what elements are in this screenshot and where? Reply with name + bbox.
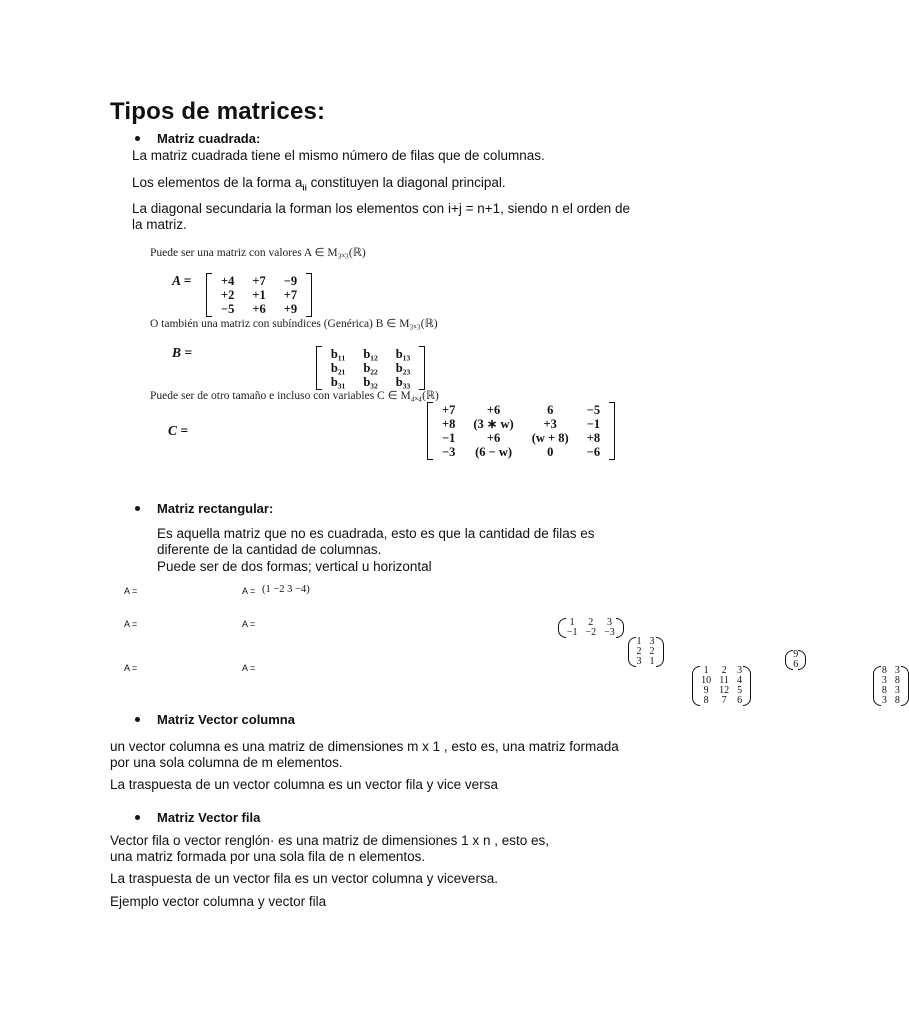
matrix-cell: +6 xyxy=(486,431,501,445)
figure-caption-b: O también una matriz con subíndices (Genérica) B ∈ M₃ₓ₃(ℝ) xyxy=(150,318,438,330)
paragraph: diferente de la cantidad de columnas. xyxy=(157,542,382,557)
paragraph: Ejemplo vector columna y vector fila xyxy=(110,894,327,909)
matrix-cell: 3 xyxy=(881,675,887,686)
matrix-cell: 8 xyxy=(703,695,709,706)
matrix-row xyxy=(563,628,619,638)
matrix-cell: −9 xyxy=(283,274,298,288)
matrix-cell: 12 xyxy=(719,685,730,696)
matrix-cell: −3 xyxy=(604,627,615,638)
matrix-cell: +7 xyxy=(442,403,456,417)
matrix-cell: (w + 8) xyxy=(531,431,569,445)
matrix-cell: b₃₁ xyxy=(330,375,346,389)
matrix-row xyxy=(212,274,306,288)
matrix-cell: −1 xyxy=(442,431,456,445)
matrix-cell: (6 − w) xyxy=(475,445,513,459)
matrix-row xyxy=(433,431,609,445)
matrix-row xyxy=(878,696,904,706)
matrix-a xyxy=(206,273,312,317)
matrix-cell: 7 xyxy=(721,695,727,706)
matrix-cell: (3 ∗ w) xyxy=(473,417,514,431)
matrix-cell: −2 xyxy=(585,627,597,638)
matrix-row xyxy=(322,375,419,389)
matrix-label-b: B = xyxy=(172,345,193,360)
figure-caption-a: Puede ser una matriz con valores A ∈ M₃ₓ₃(ℝ) xyxy=(150,247,366,259)
matrix-cell: +6 xyxy=(252,302,266,316)
matrix-cell: +7 xyxy=(283,288,298,302)
matrix-label: A = xyxy=(242,663,256,673)
paragraph: Puede ser de dos formas; vertical u horizontal xyxy=(157,559,432,574)
matrix-cell: 2 xyxy=(588,617,594,628)
matrix-label: A = xyxy=(124,663,138,673)
matrix-cell: 9 xyxy=(793,649,799,660)
matrix-cell: 6 xyxy=(737,695,743,706)
matrix-row-vector: (1 −2 3 −4) xyxy=(262,584,310,595)
matrix-cell: b₂₃ xyxy=(395,361,411,375)
matrix-cell: 3 xyxy=(894,665,900,676)
matrix-cell: b₂₂ xyxy=(363,361,378,375)
heading-rectangular: Matriz rectangular: xyxy=(157,501,274,516)
matrix-cell: +8 xyxy=(586,431,601,445)
matrix-row xyxy=(212,288,306,302)
matrix-cell: −1 xyxy=(566,627,578,638)
matrix-row xyxy=(322,361,419,375)
matrix-cell: −1 xyxy=(586,417,601,431)
matrix-cell: +8 xyxy=(442,417,456,431)
paragraph: La matriz cuadrada tiene el mismo número de filas que de columnas. xyxy=(132,148,545,163)
paragraph: Es aquella matriz que no es cuadrada, esto es que la cantidad de filas es xyxy=(157,526,595,541)
paragraph: La diagonal secundaria la forman los elementos con i+j = n+1, siendo n el orden de xyxy=(132,201,630,216)
paragraph: La traspuesta de un vector columna es un vector fila y vice versa xyxy=(110,777,498,792)
matrix-cell: 0 xyxy=(547,445,554,459)
matrix-row xyxy=(433,403,609,417)
matrix-column-vector xyxy=(785,650,806,670)
matrix-cell: −5 xyxy=(221,302,235,316)
matrix-cell: b₂₁ xyxy=(330,361,346,375)
matrix-cell: 3 xyxy=(649,636,655,647)
paragraph: Los elementos de la forma $a_{ii}$ constituyen la diagonal principal. xyxy=(132,175,506,193)
matrix-cell: +2 xyxy=(221,288,235,302)
matrix-cell: 2 xyxy=(721,665,727,676)
matrix-cell: 11 xyxy=(719,675,729,686)
matrix-cell: 8 xyxy=(881,665,887,676)
paragraph: Vector fila o vector renglón· es una matriz de dimensiones 1 x n , esto es, xyxy=(110,833,549,848)
matrix-cell: +9 xyxy=(283,302,298,316)
heading-vector-columna: Matriz Vector columna xyxy=(157,712,295,727)
matrix-cell: 3 xyxy=(636,656,642,667)
matrix-cell: b₁₁ xyxy=(330,347,346,361)
figure-caption-c: Puede ser de otro tamaño e incluso con variables C ∈ M₄ₓ₄(ℝ) xyxy=(150,390,439,402)
matrix-cell: 2 xyxy=(636,646,642,657)
matrix-cell: 1 xyxy=(569,617,575,628)
matrix-c xyxy=(427,402,615,460)
matrix-label: A = xyxy=(124,586,138,596)
matrix-cell: b₃₂ xyxy=(363,375,378,389)
matrix-label: A = xyxy=(242,619,256,629)
bullet-icon xyxy=(135,506,140,511)
matrix-cell: 3 xyxy=(881,695,887,706)
matrix-cell: b₃₃ xyxy=(395,375,411,389)
matrix-cell: 6 xyxy=(547,403,554,417)
paragraph: La traspuesta de un vector fila es un vector columna y viceversa. xyxy=(110,871,498,886)
matrix-rect-6 xyxy=(873,666,909,706)
matrix-cell: 10 xyxy=(701,675,712,686)
matrix-cell: 4 xyxy=(737,675,743,686)
matrix-cell: 1 xyxy=(649,656,655,667)
matrix-cell: +4 xyxy=(221,274,235,288)
matrix-b xyxy=(316,346,425,390)
paragraph: la matriz. xyxy=(132,217,187,232)
bullet-icon xyxy=(135,136,140,141)
matrix-cell: +7 xyxy=(252,274,266,288)
matrix-cell: 9 xyxy=(703,685,709,696)
matrix-row xyxy=(322,347,419,361)
matrix-cell: +3 xyxy=(543,417,557,431)
matrix-label-c: C = xyxy=(168,423,189,438)
matrix-row xyxy=(697,696,746,706)
paragraph: por una sola columna de m elementos. xyxy=(110,755,343,770)
matrix-cell: 5 xyxy=(737,685,743,696)
matrix-cell: −6 xyxy=(586,445,601,459)
paragraph: un vector columna es una matriz de dimensiones m x 1 , esto es, una matriz formada xyxy=(110,739,619,754)
paragraph: una matriz formada por una sola fila de n elementos. xyxy=(110,849,426,864)
matrix-cell: 2 xyxy=(649,646,655,657)
matrix-cell: 8 xyxy=(894,695,900,706)
matrix-label-a: A = xyxy=(172,273,192,288)
heading-cuadrada: Matriz cuadrada: xyxy=(157,131,261,146)
matrix-row xyxy=(433,445,609,459)
matrix-cell: 3 xyxy=(894,685,900,696)
matrix-rect-1 xyxy=(558,618,624,638)
matrix-rect-3 xyxy=(628,637,664,667)
matrix-cell: 1 xyxy=(636,636,642,647)
matrix-label: A = xyxy=(124,619,138,629)
matrix-label: A = xyxy=(242,586,256,596)
matrix-row xyxy=(433,417,609,431)
matrix-cell: +1 xyxy=(252,288,266,302)
matrix-cell: 3 xyxy=(737,665,743,676)
matrix-row xyxy=(633,657,659,667)
page-title: Tipos de matrices: xyxy=(110,98,326,125)
matrix-cell: 1 xyxy=(703,665,709,676)
matrix-cell: 8 xyxy=(881,685,887,696)
matrix-cell: b₁₃ xyxy=(395,347,411,361)
matrix-row xyxy=(212,302,306,316)
matrix-cell: b₁₂ xyxy=(363,347,378,361)
bullet-icon xyxy=(135,815,140,820)
matrix-cell: −5 xyxy=(586,403,601,417)
bullet-icon xyxy=(135,717,140,722)
matrix-cell: −3 xyxy=(442,445,456,459)
matrix-cell: 8 xyxy=(894,675,900,686)
matrix-cell: 6 xyxy=(793,659,799,670)
matrix-cell: 3 xyxy=(606,617,612,628)
heading-vector-fila: Matriz Vector fila xyxy=(157,810,261,825)
matrix-cell: +6 xyxy=(486,403,501,417)
matrix-rect-5 xyxy=(692,666,751,706)
